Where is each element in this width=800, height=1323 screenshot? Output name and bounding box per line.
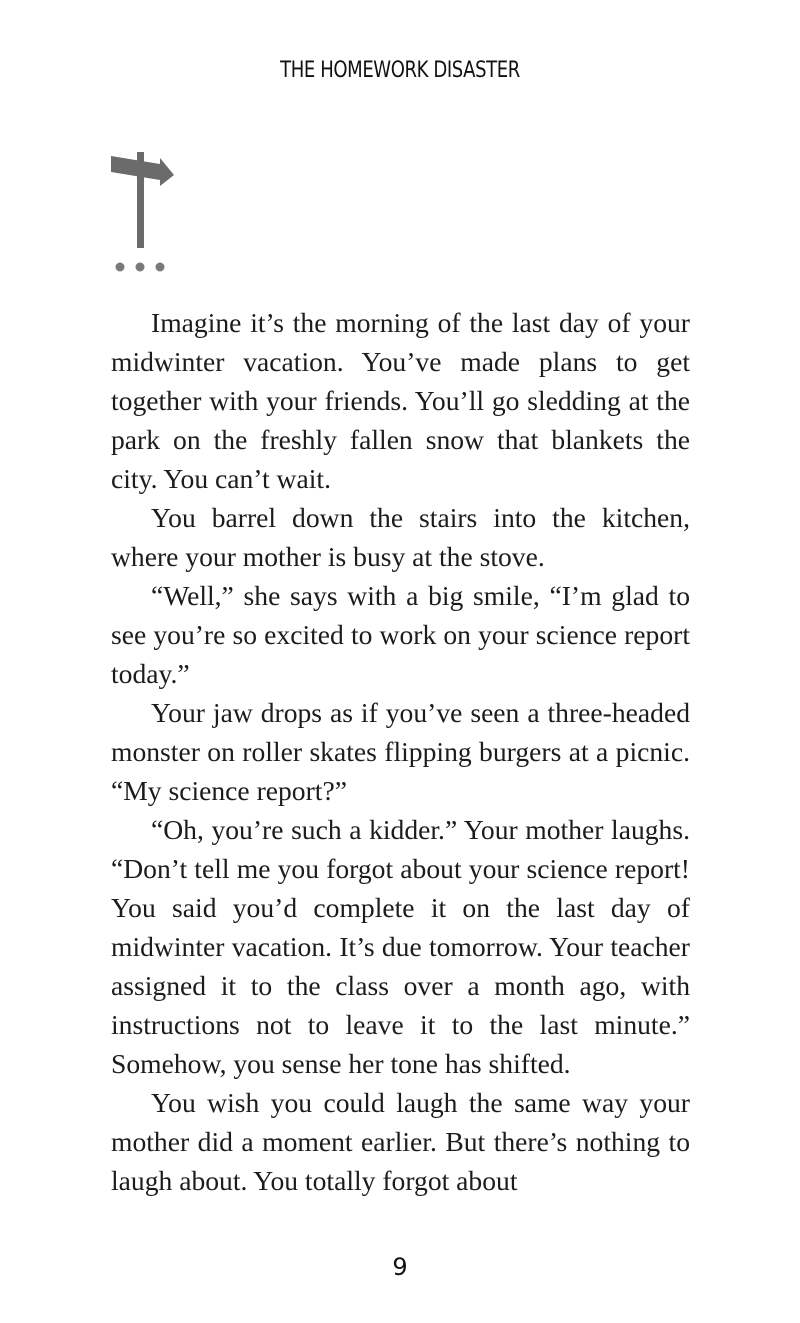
paragraph: Imagine it’s the morning of the last day of your midwinter vacation. You’ve made plans to get together with your friends. You’ll go sledding at the park on the freshly fallen snow that blankets the city. You can’t wait. [111,307,690,494]
paragraph: You wish you could laugh the same way your mother did a moment earlier. But there’s nothing to laugh about. You totally forgot about [111,1087,690,1196]
running-head: THE HOMEWORK DISASTER [280,58,520,83]
paragraph: “Oh, you’re such a kidder.” Your mother laughs. “Don’t tell me you forgot about your science report! You said you’d complete it on the last day of midwinter vacation. It’s due tomorrow. Your teacher assigned it to the class over a month ago, with instructions not to leave it to the last minute.” Somehow, you sense her tone has shifted. [111,814,690,1079]
paragraph: Your jaw drops as if you’ve seen a three-headed monster on roller skates flipping burgers at a picnic. “My science report?” [111,697,690,806]
page-number: 9 [392,1253,408,1281]
paragraph: You barrel down the stairs into the kitchen, where your mother is busy at the stove. [111,502,690,572]
paragraph: “Well,” she says with a big smile, “I’m glad to see you’re so excited to work on your science report today.” [111,580,690,689]
signpost-arrow-icon [108,148,180,278]
body-text [111,303,690,1200]
